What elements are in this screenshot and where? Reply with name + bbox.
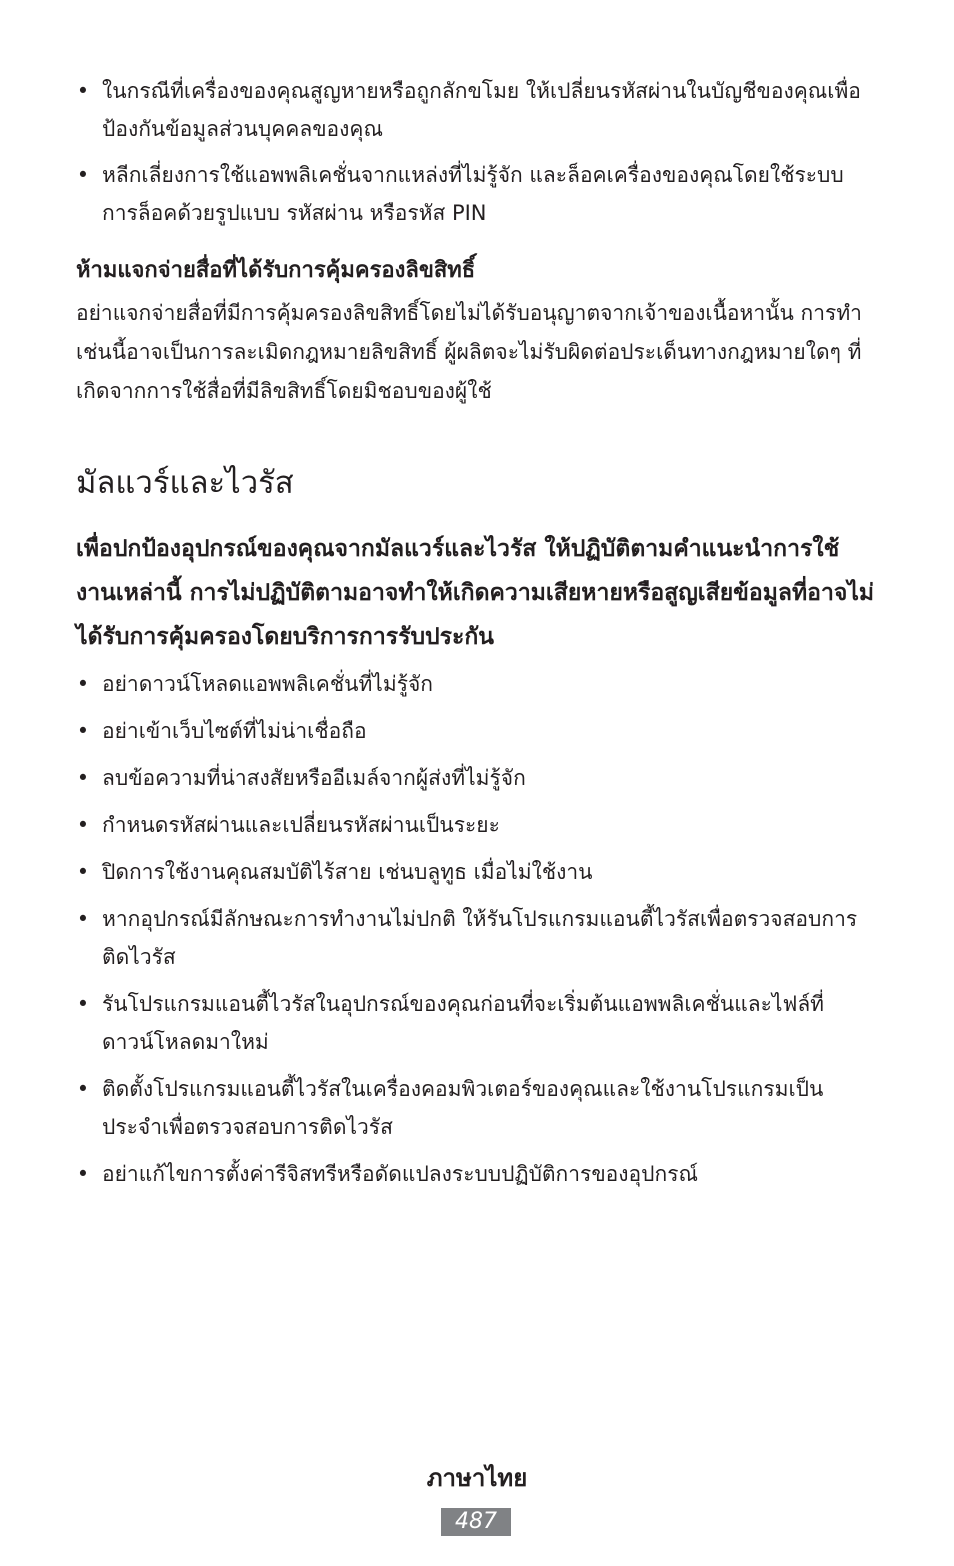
bullet-icon: •: [76, 719, 90, 743]
bullet-icon: •: [76, 1162, 90, 1186]
section-title: มัลแวร์และไวรัส: [76, 465, 294, 501]
bullet-icon: •: [76, 672, 90, 696]
list-item: [76, 985, 876, 1061]
footer-language: ภาษาไทย: [426, 1464, 528, 1492]
bullet-icon: •: [76, 992, 90, 1016]
list-item: [76, 72, 876, 148]
page-number: 487: [441, 1508, 511, 1536]
list-item: [76, 759, 876, 797]
list-item-text: อย่าเข้าเว็บไซต์ที่ไม่น่าเชื่อถือ: [102, 719, 367, 743]
bullet-icon: •: [76, 1077, 90, 1101]
bullet-icon: •: [76, 813, 90, 837]
list-item-text: อย่าดาวน์โหลดแอพพลิเคชั่นที่ไม่รู้จัก: [102, 672, 433, 696]
bullet-icon: •: [76, 907, 90, 931]
list-item-text: ปิดการใช้งานคุณสมบัติไร้สาย เช่นบลูทูธ เมื่อไม่ใช้งาน: [102, 860, 593, 884]
malware-bullet-list: [76, 665, 876, 1193]
list-item: [76, 900, 876, 976]
list-item: [76, 712, 876, 750]
list-item: [76, 665, 876, 703]
copyright-heading: ห้ามแจกจ่ายสื่อที่ได้รับการคุ้มครองลิขสิทธิ์: [76, 258, 476, 283]
security-bullet-list: [76, 72, 876, 232]
list-item: [76, 806, 876, 844]
list-item-text: รันโปรแกรมแอนตี้ไวรัสในอุปกรณ์ของคุณก่อนที่จะเริ่มต้นแอพพลิเคชั่นและไฟล์ที่ดาวน์โหลดมาใหม่: [102, 992, 825, 1054]
list-item: [76, 853, 876, 891]
copyright-paragraph: อย่าแจกจ่ายสื่อที่มีการคุ้มครองลิขสิทธิ์โดยไม่ได้รับอนุญาตจากเจ้าของเนื้อหานั้น การทำเช่นนี้อาจเป็นการละเมิดกฎหมายลิขสิทธิ์ ผู้ผลิตจะไม่รับผิดต่อประเด็นทางกฎหมายใดๆ ที่เกิดจากการใช้สื่อที่มีลิขสิทธิ์โดยมิชอบของผู้ใช้: [76, 301, 862, 403]
list-item: [76, 1155, 876, 1193]
list-item: [76, 1070, 876, 1146]
bullet-icon: •: [76, 860, 90, 884]
list-item-text: ติดตั้งโปรแกรมแอนตี้ไวรัสในเครื่องคอมพิวเตอร์ของคุณและใช้งานโปรแกรมเป็นประจำเพื่อตรวจสอบการติดไวรัส: [102, 1077, 824, 1139]
list-item: [76, 156, 876, 232]
list-item-text: หลีกเลี่ยงการใช้แอพพลิเคชั่นจากแหล่งที่ไม่รู้จัก และล็อคเครื่องของคุณโดยใช้ระบบการล็อคด้วยรูปแบบ รหัสผ่าน หรือรหัส PIN: [102, 163, 844, 225]
list-item-text: ลบข้อความที่น่าสงสัยหรืออีเมล์จากผู้ส่งที่ไม่รู้จัก: [102, 766, 526, 790]
list-item-text: อย่าแก้ไขการตั้งค่ารีจิสทรีหรือดัดแปลงระบบปฏิบัติการของอุปกรณ์: [102, 1162, 698, 1186]
malware-intro: เพื่อปกป้องอุปกรณ์ของคุณจากมัลแวร์และไวรัส ให้ปฏิบัติตามคำแนะนำการใช้งานเหล่านี้ การไม่ปฏิบัติตามอาจทำให้เกิดความเสียหายหรือสูญเสียข้อมูลที่อาจไม่ได้รับการคุ้มครองโดยบริการการรับประกัน: [76, 536, 875, 650]
bullet-icon: •: [76, 79, 90, 103]
bullet-icon: •: [76, 163, 90, 187]
list-item-text: หากอุปกรณ์มีลักษณะการทำงานไม่ปกติ ให้รันโปรแกรมแอนตี้ไวรัสเพื่อตรวจสอบการติดไวรัส: [102, 907, 858, 969]
list-item-text: ในกรณีที่เครื่องของคุณสูญหายหรือถูกลักขโมย ให้เปลี่ยนรหัสผ่านในบัญชีของคุณเพื่อป้องกันข้อมูลส่วนบุคคลของคุณ: [102, 79, 861, 141]
list-item-text: กำหนดรหัสผ่านและเปลี่ยนรหัสผ่านเป็นระยะ: [102, 813, 500, 837]
page-content: [76, 72, 876, 1202]
bullet-icon: •: [76, 766, 90, 790]
